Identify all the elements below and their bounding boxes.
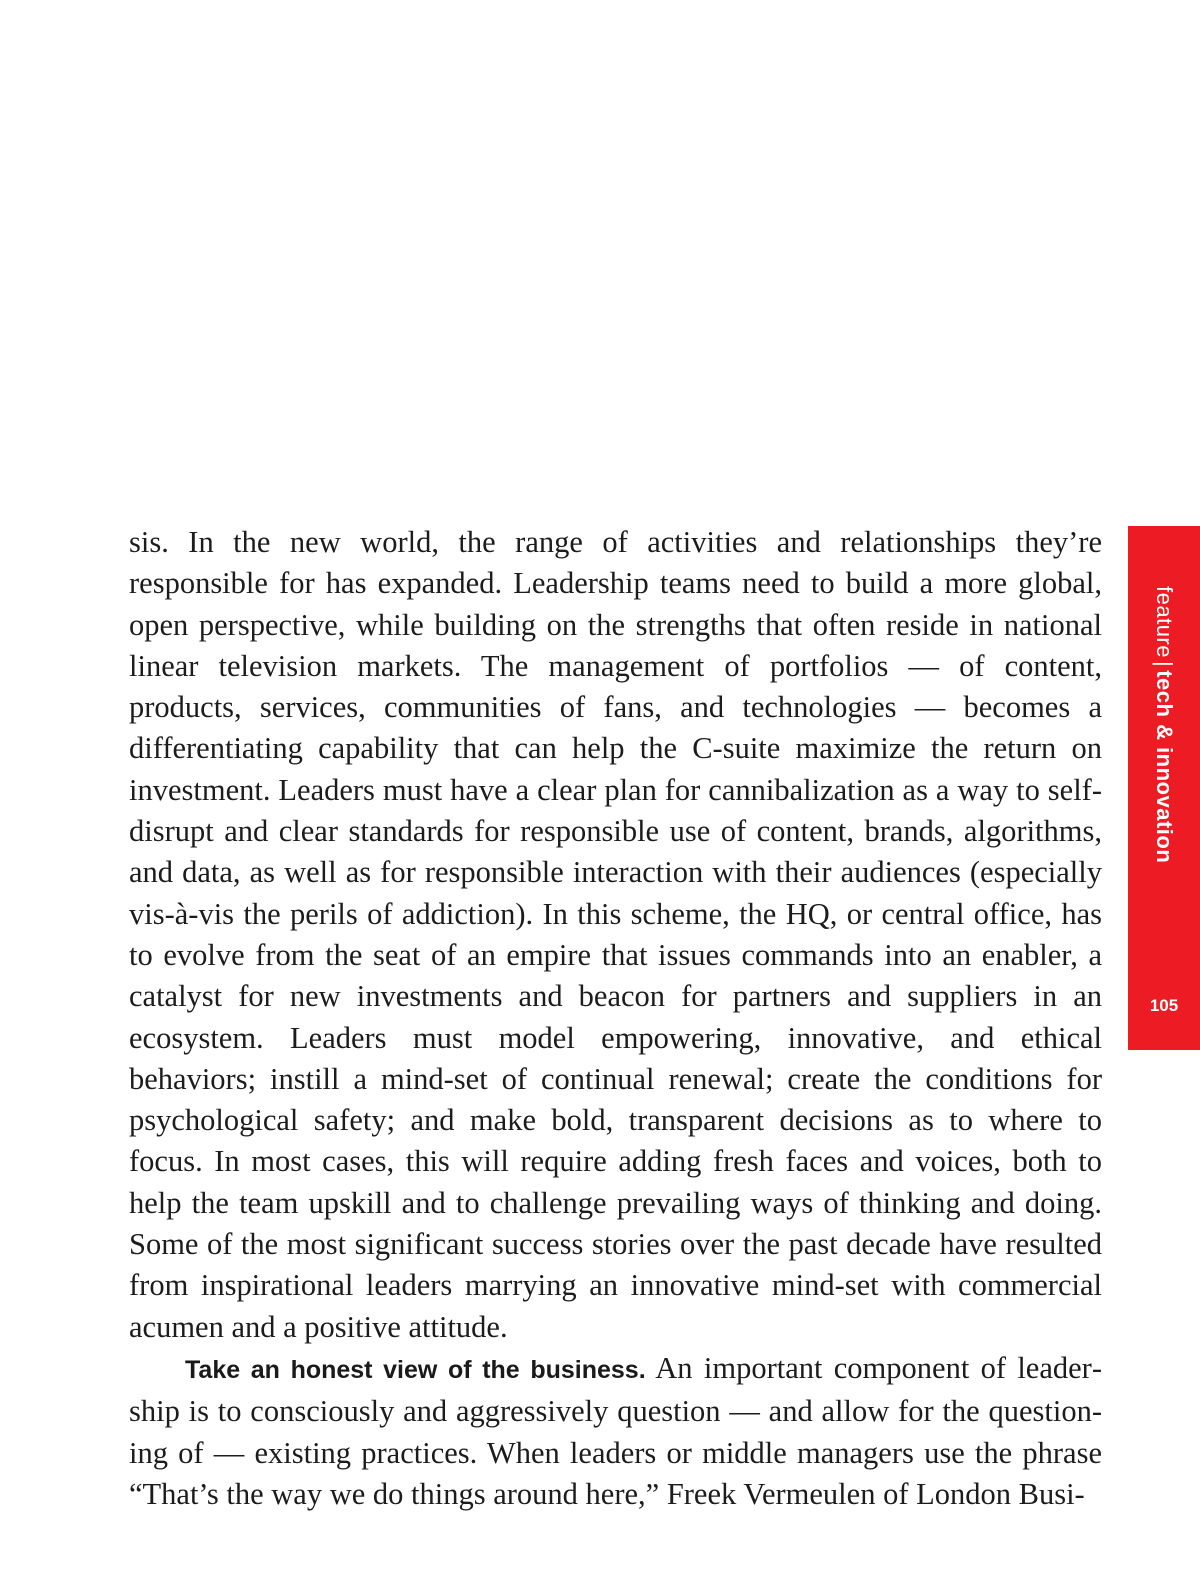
article-paragraph-text: An important component of leadership is to consciously and aggressively question — and allow for the questioning of — existing practices. When leaders or middle managers use the phrase “That’s the way we do things around here,” Freek Vermeulen of London Busi- <box>129 1350 1102 1511</box>
article-body <box>129 522 1102 1515</box>
section-tab <box>1128 526 1200 1050</box>
article-paragraph: sis. In the new world, the range of activities and relationships they’re responsible for has expanded. Leadership teams need to build a more global, open perspective, while building on the strengths that often reside in national linear television markets. The management of portfolios — of content, products, services, communities of fans, and technologies — becomes a differentiating capability that can help the C-suite maximize the return on investment. Leaders must have a clear plan for cannibalization as a way to self-disrupt and clear standards for responsible use of content, brands, algorithms, and data, as well as for responsible interaction with their audiences (especially vis-à-vis the perils of addiction). In this scheme, the HQ, or central office, has to evolve from the seat of an empire that issues commands into an enabler, a catalyst for new investments and beacon for partners and suppliers in an ecosystem. Leaders must model empowering, innovative, and ethical behaviors; instill a mind-set of continual renewal; create the conditions for psychological safety; and make bold, transparent decisions as to where to focus. In most cases, this will require adding fresh faces and voices, both to help the team upskill and to challenge prevailing ways of thinking and doing. Some of the most significant success stories over the past decade have resulted from inspirational leaders marrying an innovative mind-set with commercial acumen and a positive attitude. <box>129 525 1102 1344</box>
run-in-heading: Take an honest view of the business. <box>185 1355 646 1384</box>
section-separator: | <box>1152 661 1177 668</box>
section-label <box>1152 586 1176 863</box>
article-paragraph <box>129 1348 1102 1515</box>
section-name: feature <box>1152 586 1177 658</box>
section-topic: tech & innovation <box>1152 670 1177 864</box>
page-number: 105 <box>1149 996 1179 1015</box>
